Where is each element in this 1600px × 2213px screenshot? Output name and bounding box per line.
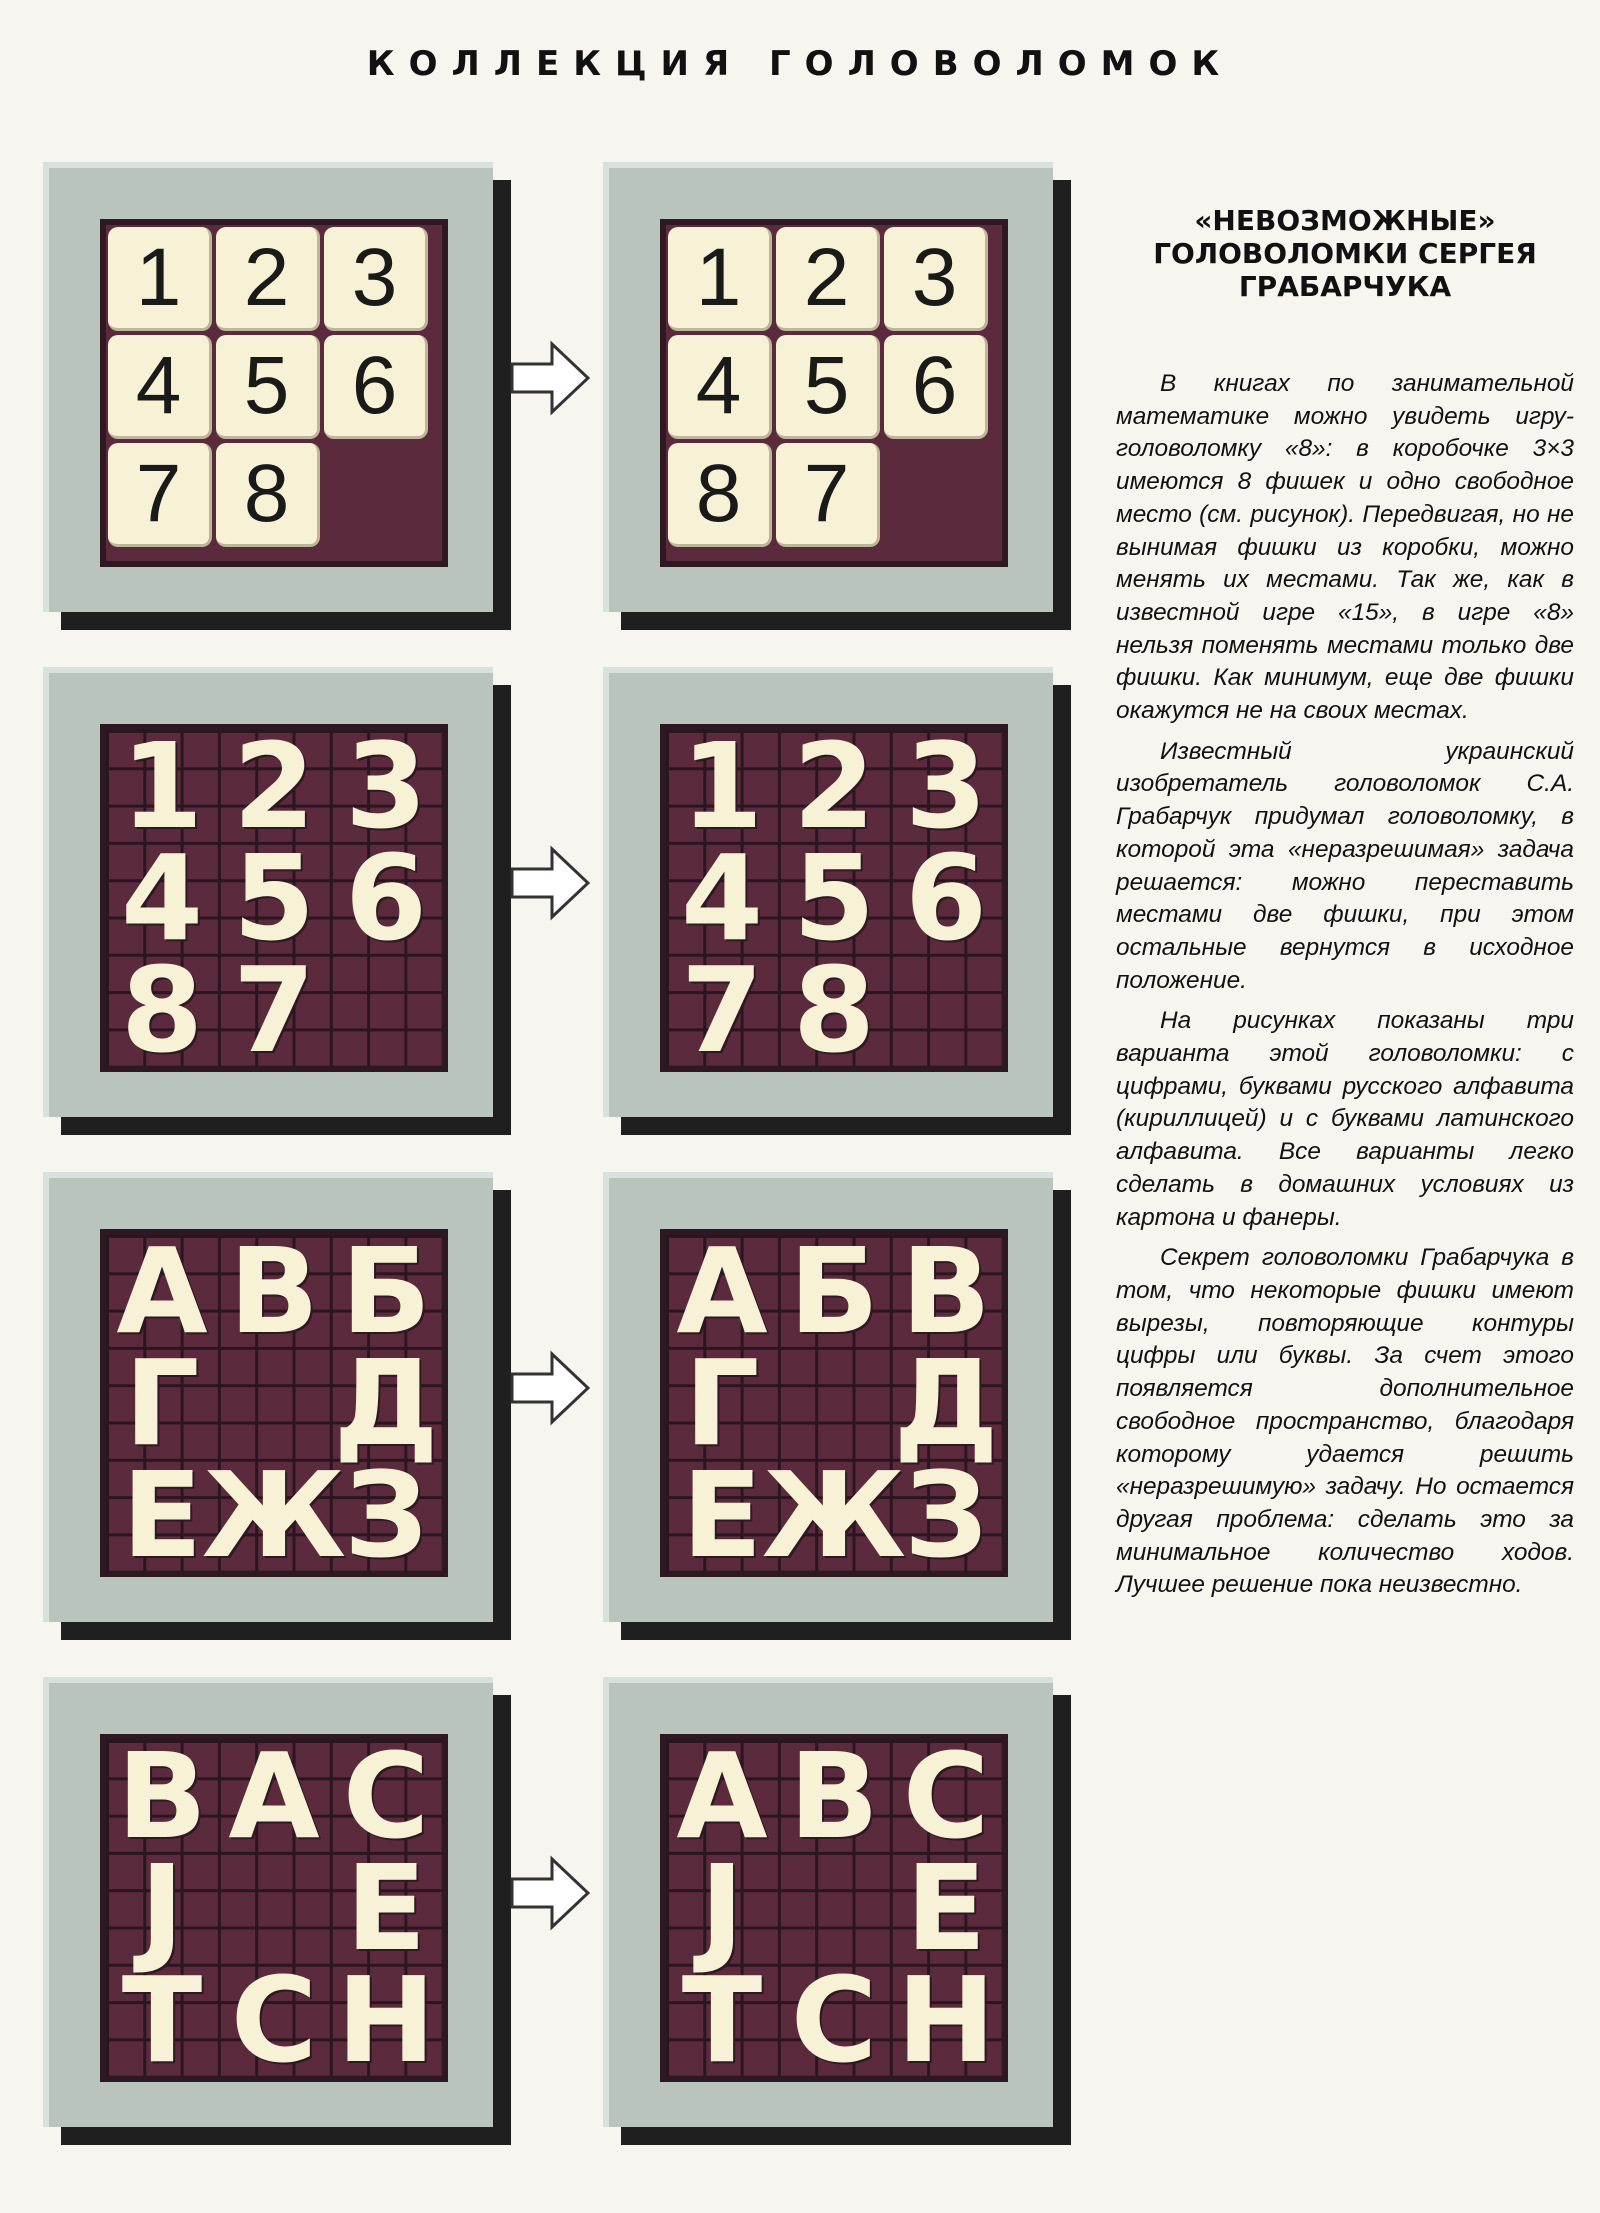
glyph-tile: Д <box>333 1334 439 1472</box>
glyph-tile: 2 <box>792 717 876 855</box>
puzzle-4-right <box>603 1677 1053 2127</box>
glyph-tile: A <box>228 1727 320 1865</box>
tile: 5 <box>216 335 320 439</box>
glyph-tile: 5 <box>792 829 876 967</box>
tile: 3 <box>884 227 988 331</box>
article-title: «НЕВОЗМОЖНЫЕ» ГОЛОВОЛОМКИ СЕРГЕЯ ГРАБАРЧУКА <box>1153 204 1537 303</box>
glyph-tile: Г <box>124 1334 200 1472</box>
glyph-tile: Е <box>121 1446 203 1584</box>
tile: 8 <box>216 443 320 547</box>
glyph-tile: 8 <box>120 941 204 1079</box>
glyph-tile: B <box>789 1727 879 1865</box>
glyph-tile: C <box>790 1951 878 2089</box>
glyph-tile: 4 <box>120 829 204 967</box>
puzzle-tray <box>660 717 1008 1079</box>
glyph-tile: З <box>344 1446 428 1584</box>
glyph-tile: E <box>905 1839 987 1977</box>
glyph-tile: C <box>230 1951 318 2089</box>
article-paragraph: На рисунках показаны три варианта этой головоломки: с цифрами, буквами русского алфавита (кириллицей) и с буквами латинского алфавита. Все варианты легко сделать в домашних условиях из картона и фанеры. <box>1116 1007 1574 1231</box>
page-header: КОЛЛЕКЦИЯ ГОЛОВОЛОМОК <box>366 44 1234 84</box>
glyph-tile: Д <box>893 1334 999 1472</box>
tile: 3 <box>324 227 428 331</box>
arrow-right-icon <box>510 338 590 418</box>
tile: 2 <box>776 227 880 331</box>
arrow-right-icon <box>510 843 590 923</box>
glyph-tile: 5 <box>232 829 316 967</box>
glyph-tile: Г <box>684 1334 760 1472</box>
glyph-tile: 8 <box>792 941 876 1079</box>
glyph-tile: T <box>681 1951 763 2089</box>
tile: 4 <box>108 335 212 439</box>
tile: 1 <box>108 227 212 331</box>
glyph-tile: А <box>676 1222 768 1360</box>
arrow-right-icon <box>510 1348 590 1428</box>
glyph-tile: J <box>700 1839 744 1977</box>
article-paragraph: Известный украинский изобретатель головоломок С.А. Грабарчук придумал головоломку, в которой эта «неразрешимая» задача решается: можно переставить местами две фишки, при этом остальные вернутся в исходное положение. <box>1116 737 1574 994</box>
puzzle-4-left <box>43 1677 493 2127</box>
puzzle-2-left <box>43 667 493 1117</box>
article-paragraph: Секрет головоломки Грабарчука в том, что некоторые фишки имеют вырезы, повторяющие контуры цифры или буквы. За счет этого появляется дополнительное свободное пространство, благодаря которому удается решить «неразрешимую» задачу. Но остается другая проблема: сделать это за минимальное количество ходов. Лучшее решение пока неизвестно. <box>1116 1244 1574 1599</box>
puzzle-tray <box>660 1222 1008 1584</box>
puzzle-2-right <box>603 667 1053 1117</box>
puzzle-1-left <box>43 162 493 612</box>
tile: 7 <box>776 443 880 547</box>
glyph-tile: 3 <box>904 717 988 855</box>
glyph-tile: Е <box>681 1446 763 1584</box>
puzzle-3-left <box>43 1172 493 1622</box>
puzzle-tray <box>660 1727 1008 2089</box>
tile: 1 <box>668 227 772 331</box>
puzzle-tray <box>100 1727 448 2089</box>
glyph-tile: Ж <box>761 1446 907 1584</box>
glyph-tile: Б <box>789 1222 879 1360</box>
glyph-tile: Б <box>341 1222 431 1360</box>
arrow-right-icon <box>510 1853 590 1933</box>
glyph-tile: В <box>229 1222 319 1360</box>
puzzle-tray <box>660 219 1008 567</box>
tile: 4 <box>668 335 772 439</box>
tile: 6 <box>324 335 428 439</box>
glyph-tile: A <box>676 1727 768 1865</box>
glyph-tile: 2 <box>232 717 316 855</box>
glyph-tile: 4 <box>680 829 764 967</box>
glyph-tile: Ж <box>201 1446 347 1584</box>
puzzle-tray <box>100 219 448 567</box>
tile: 7 <box>108 443 212 547</box>
glyph-tile: E <box>345 1839 427 1977</box>
puzzle-1-right <box>603 162 1053 612</box>
tile: 2 <box>216 227 320 331</box>
glyph-tile: 6 <box>904 829 988 967</box>
glyph-tile: C <box>902 1727 990 1865</box>
glyph-tile: З <box>904 1446 988 1584</box>
article-paragraph: В книгах по занимательной математике можно увидеть игру-головоломку «8»: в коробочке 3×3 имеются 8 фишек и одно свободное место (см. рисунок). Передвигая, но не вынимая фишки из коробки, можно менять их местами. Так же, как в известной игре «15», в игре «8» нельзя поменять местами только две фишки. Как минимум, еще две фишки окажутся не на своих местах. <box>1116 370 1574 725</box>
puzzle-tray <box>100 717 448 1079</box>
glyph-tile: 7 <box>232 941 316 1079</box>
glyph-tile: 3 <box>344 717 428 855</box>
tile: 8 <box>668 443 772 547</box>
glyph-tile: H <box>896 1951 996 2089</box>
glyph-tile: J <box>140 1839 184 1977</box>
tile: 5 <box>776 335 880 439</box>
puzzle-3-right <box>603 1172 1053 1622</box>
glyph-tile: H <box>336 1951 436 2089</box>
puzzle-tray <box>100 1222 448 1584</box>
glyph-tile: 1 <box>680 717 764 855</box>
glyph-tile: В <box>901 1222 991 1360</box>
glyph-tile: 1 <box>120 717 204 855</box>
glyph-tile: B <box>117 1727 207 1865</box>
glyph-tile: А <box>116 1222 208 1360</box>
tile: 6 <box>884 335 988 439</box>
glyph-tile: 7 <box>680 941 764 1079</box>
article-body <box>1116 368 1574 1610</box>
glyph-tile: 6 <box>344 829 428 967</box>
glyph-tile: T <box>121 1951 203 2089</box>
glyph-tile: C <box>342 1727 430 1865</box>
